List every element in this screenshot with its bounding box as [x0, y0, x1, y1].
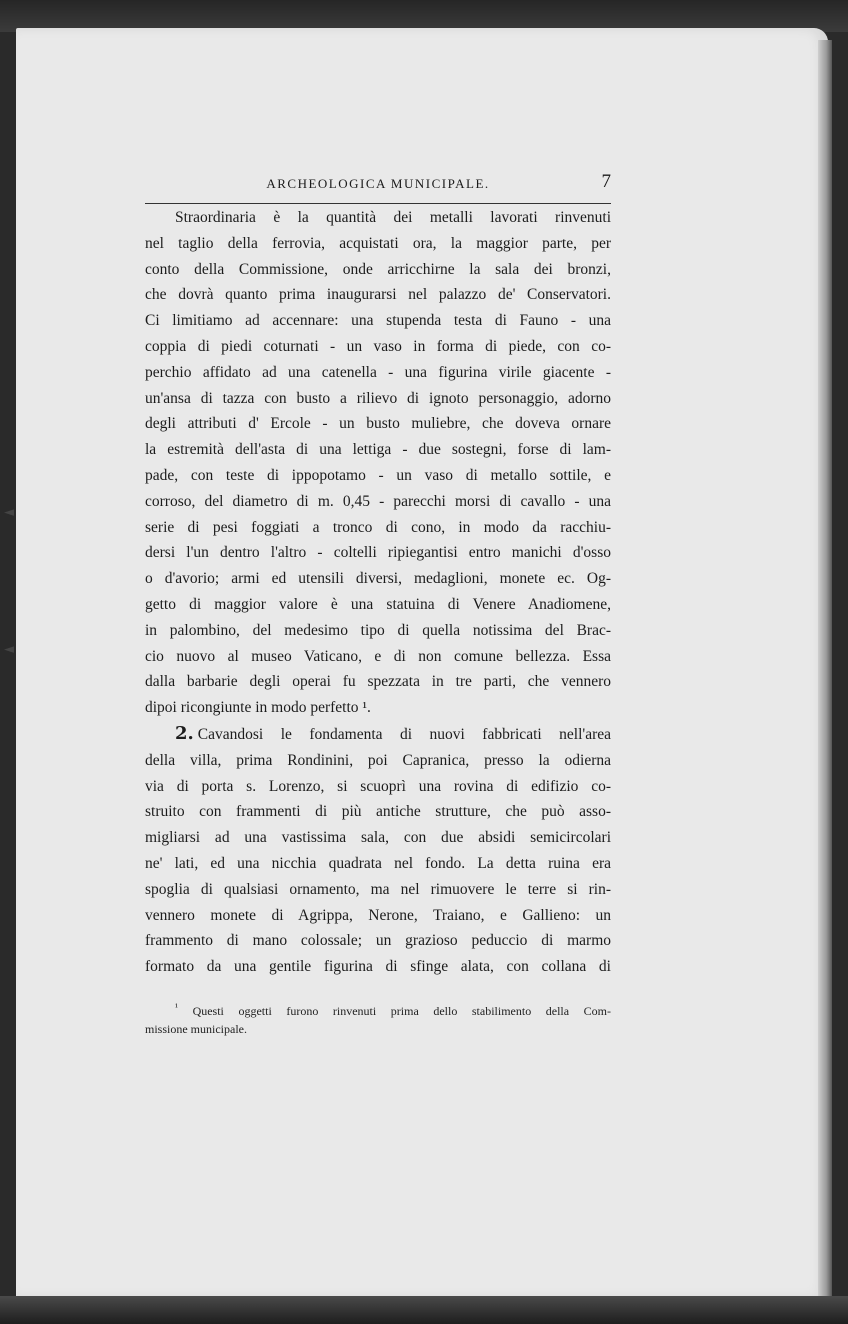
text-line: coppia di piedi coturnati - un vaso in forma di piede, con co- — [145, 337, 611, 355]
header-rule — [145, 203, 611, 204]
text-line: formato da una gentile figurina di sfinge alata, con collana di — [145, 958, 611, 976]
text-line: degli attributi d' Ercole - un busto muliebre, che doveva ornare — [145, 415, 611, 433]
text-line: dersi l'un dentro l'altro - coltelli ripiegantisi entro manichi d'osso — [145, 544, 611, 562]
footnote-line — [145, 999, 611, 1020]
text-line: frammento di mano colossale; un grazioso peduccio di marmo — [145, 932, 611, 950]
margin-arrow-mark: ◄ — [4, 642, 14, 657]
section-number: 2. — [175, 722, 194, 744]
text-line: ne' lati, ed una nicchia quadrata nel fondo. La detta ruina era — [145, 854, 611, 872]
text-line: corroso, del diametro di m. 0,45 - parecchi morsi di cavallo - una — [145, 492, 611, 510]
page-number: 7 — [601, 171, 611, 192]
text-line: dipoi ricongiunte in modo perfetto ¹. — [145, 699, 371, 717]
text-line: via di porta s. Lorenzo, si scuoprì una rovina di edifizio co- — [145, 777, 611, 795]
text-line: o d'avorio; armi ed utensili diversi, medaglioni, monete ec. Og- — [145, 570, 611, 588]
text-line: migliarsi ad una vastissima sala, con due absidi semicircolari — [145, 829, 611, 847]
text-line: dalla barbarie degli operai fu spezzata in tre parti, che vennero — [145, 673, 611, 691]
running-head — [145, 171, 611, 196]
footnote-text: Questi oggetti furono rinvenuti prima dello stabilimento della Com- — [192, 1004, 611, 1018]
text-line: getto di maggior valore è una statuina di Venere Anadiomene, — [145, 595, 611, 613]
text-line: serie di pesi foggiati a tronco di cono, in modo da racchiu- — [145, 518, 611, 536]
text-line: Straordinaria è la quantità dei metalli lavorati rinvenuti — [175, 209, 611, 226]
text-line: Ci limitiamo ad accennare: una stupenda testa di Fauno - una — [145, 312, 611, 330]
text-line: in palombino, del medesimo tipo di quella notissima del Brac- — [145, 621, 611, 639]
text-line: struito con frammenti di più antiche strutture, che può asso- — [145, 803, 611, 821]
section-first-line — [145, 721, 611, 748]
page-edge-shadow — [818, 40, 832, 1298]
running-head-title: ARCHEOLOGICA MUNICIPALE. — [266, 176, 490, 191]
footnote-marker: ¹ — [175, 1002, 178, 1013]
text-line: la estremità dell'asta di una lettiga - due sostegni, forse di lam- — [145, 441, 611, 459]
text-line: della villa, prima Rondinini, poi Capranica, presso la odierna — [145, 751, 611, 769]
text-line: spoglia di qualsiasi ornamento, ma nel rimuovere le terre si rin- — [145, 880, 611, 898]
text-line: conto della Commissione, onde arricchirne la sala dei bronzi, — [145, 260, 611, 278]
text-line: un'ansa di tazza con busto a rilievo di ignoto personaggio, adorno — [145, 389, 611, 407]
margin-arrow-mark: ◄ — [4, 505, 14, 520]
scan-border-bottom — [0, 1296, 848, 1324]
text-line: perchio affidato ad una catenella - una figurina virile giacente - — [145, 363, 611, 381]
body-text — [145, 205, 611, 980]
footnote — [145, 999, 611, 1038]
text-line: vennero monete di Agrippa, Nerone, Traiano, e Gallieno: un — [145, 906, 611, 924]
text-line: che dovrà quanto prima inaugurarsi nel palazzo de' Conservatori. — [145, 286, 611, 304]
footnote-text: missione municipale. — [145, 1022, 247, 1036]
text-line: nel taglio della ferrovia, acquistati ora, la maggior parte, per — [145, 234, 611, 252]
text-line: cio nuovo al museo Vaticano, e di non comune bellezza. Essa — [145, 647, 611, 665]
text-line: Cavandosi le fondamenta di nuovi fabbricati nell'area — [197, 725, 611, 743]
text-line: pade, con teste di ippopotamo - un vaso di metallo sottile, e — [145, 466, 611, 484]
